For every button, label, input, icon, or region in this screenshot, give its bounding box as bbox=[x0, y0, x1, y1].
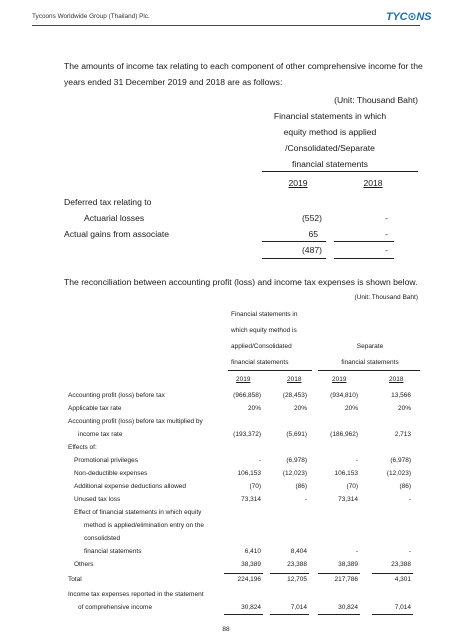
recon-cell: 6,410 bbox=[244, 548, 261, 555]
recon-year: 2019 bbox=[332, 376, 347, 383]
page-number: 88 bbox=[222, 626, 230, 633]
recon-group1-header-line1: Financial statements in bbox=[231, 311, 298, 318]
recon-final-rule bbox=[270, 614, 309, 615]
recon-row-label: Unused tax loss bbox=[74, 496, 121, 503]
recon-row-label: Effects of: bbox=[68, 444, 97, 451]
recon-cell: - bbox=[408, 548, 411, 555]
recon-cell: - bbox=[355, 457, 358, 464]
oci-subtotal-rule bbox=[262, 241, 326, 242]
recon-row-label: income tax rate bbox=[78, 431, 123, 438]
recon-cell: 106,153 bbox=[237, 470, 261, 477]
recon-row-label: Non-deductible expenses bbox=[74, 470, 148, 477]
recon-row-label: consolidsted bbox=[84, 535, 121, 542]
oci-subtotal-rule bbox=[334, 241, 394, 242]
recon-cell: 20% bbox=[293, 405, 307, 412]
recon-cell: (86) bbox=[399, 483, 411, 490]
oci-cell: - bbox=[385, 229, 388, 239]
oci-total-cell: (487) bbox=[301, 245, 322, 255]
recon-cell: 23,388 bbox=[287, 561, 307, 568]
recon-intro: The reconciliation between accounting profit (loss) and income tax expenses is shown below. bbox=[64, 277, 418, 287]
recon-cell: 217,786 bbox=[334, 576, 358, 583]
oci-col-header-line1: Financial statements in which bbox=[273, 111, 387, 121]
recon-group2-rule bbox=[318, 370, 420, 371]
recon-cell: (70) bbox=[249, 483, 261, 490]
recon-final-rule bbox=[318, 614, 360, 615]
oci-intro-line2: years ended 31 December 2019 and 2018 are as follows: bbox=[64, 77, 283, 87]
recon-cell: 8,404 bbox=[290, 548, 307, 555]
recon-cell: (193,372) bbox=[233, 431, 261, 438]
recon-cell: 38,389 bbox=[338, 561, 358, 568]
recon-row-label: Accounting profit (loss) before tax multiplied by bbox=[68, 418, 203, 425]
recon-group1-header-line2: which equity method is bbox=[231, 327, 297, 334]
recon-cell: (5,691) bbox=[286, 431, 307, 438]
company-name: Tycoons Worldwide Group (Thailand) Plc. bbox=[32, 13, 150, 20]
recon-group2-header-line1: Separate bbox=[356, 343, 384, 350]
recon-cell: (12,023) bbox=[386, 470, 411, 477]
recon-row-label: Total bbox=[68, 576, 82, 583]
recon-cell: 224,196 bbox=[237, 576, 261, 583]
recon-year: 2018 bbox=[389, 376, 404, 383]
company-logo: TYC⊙NS bbox=[386, 11, 432, 23]
recon-cell: 20% bbox=[397, 405, 411, 412]
recon-row-label: Accounting profit (loss) before tax bbox=[68, 392, 165, 399]
recon-cell: 38,389 bbox=[241, 561, 261, 568]
recon-cell: 73,314 bbox=[338, 496, 358, 503]
recon-group1-header-line4: financial statements bbox=[231, 359, 289, 366]
recon-cell: 23,388 bbox=[391, 561, 411, 568]
header-divider bbox=[32, 25, 420, 26]
recon-cell: - bbox=[258, 457, 261, 464]
oci-header-rule bbox=[262, 171, 418, 172]
recon-row-label: Effect of financial statements in which equity bbox=[74, 509, 202, 516]
oci-col-header-line2: equity method is applied bbox=[283, 127, 377, 137]
oci-row-label: Actuarial losses bbox=[84, 213, 145, 223]
recon-cell: - bbox=[355, 548, 358, 555]
recon-cell: 30,824 bbox=[241, 604, 261, 611]
recon-cell: 73,314 bbox=[241, 496, 261, 503]
recon-cell: (28,453) bbox=[282, 392, 307, 399]
recon-cell: - bbox=[408, 496, 411, 503]
recon-row-label: Others bbox=[74, 561, 94, 568]
recon-cell: 2,713 bbox=[394, 431, 411, 438]
oci-cell: 65 bbox=[308, 229, 318, 239]
recon-cell: 106,153 bbox=[334, 470, 358, 477]
recon-cell: (186,962) bbox=[330, 431, 358, 438]
oci-total-rule bbox=[334, 258, 394, 259]
oci-cell: - bbox=[385, 213, 388, 223]
oci-cell: (552) bbox=[301, 213, 322, 223]
recon-group1-header-line3: applied/Consolidated bbox=[231, 343, 292, 350]
recon-total-rule bbox=[224, 573, 263, 574]
recon-row-label: method is applied/elimination entry on the bbox=[84, 522, 204, 529]
oci-year-2019: 2019 bbox=[288, 178, 308, 188]
recon-cell: (966,858) bbox=[233, 392, 261, 399]
recon-row-label: financial statements bbox=[84, 548, 142, 555]
recon-row-label: Applicable tax rate bbox=[68, 405, 122, 412]
recon-cell: 7,014 bbox=[290, 604, 307, 611]
recon-group1-rule bbox=[228, 370, 312, 371]
recon-unit-label: (Unit: Thousand Baht) bbox=[354, 294, 418, 301]
recon-cell: 4,301 bbox=[394, 576, 411, 583]
recon-cell: (6,978) bbox=[390, 457, 411, 464]
oci-intro-line1: The amounts of income tax relating to each component of other comprehensive income for the bbox=[64, 61, 423, 71]
recon-row-label: Additional expense deductions allowed bbox=[74, 483, 187, 490]
oci-unit-label: (Unit: Thousand Baht) bbox=[334, 95, 418, 105]
recon-final-rule bbox=[372, 614, 413, 615]
recon-total-rule bbox=[372, 573, 413, 574]
recon-row-label: of comprehensive income bbox=[78, 604, 153, 611]
recon-cell: 30,824 bbox=[338, 604, 358, 611]
recon-cell: (6,978) bbox=[286, 457, 307, 464]
recon-row-label: Promotional privileges bbox=[74, 457, 138, 464]
recon-total-rule bbox=[270, 573, 309, 574]
oci-total-cell: - bbox=[385, 245, 388, 255]
recon-cell: - bbox=[304, 496, 307, 503]
oci-year-2018: 2018 bbox=[363, 178, 383, 188]
recon-cell: 7,014 bbox=[394, 604, 411, 611]
recon-row-label: Income tax expenses reported in the statement bbox=[68, 591, 204, 598]
recon-year: 2019 bbox=[236, 376, 251, 383]
recon-year: 2018 bbox=[287, 376, 302, 383]
recon-cell: 20% bbox=[344, 405, 358, 412]
recon-group2-header-line2: financial statements bbox=[341, 359, 399, 366]
recon-cell: 13,566 bbox=[391, 392, 411, 399]
recon-cell: (86) bbox=[295, 483, 307, 490]
recon-final-rule bbox=[224, 614, 263, 615]
oci-total-rule bbox=[262, 258, 326, 259]
recon-cell: 12,705 bbox=[287, 576, 307, 583]
oci-col-header-line3: /Consolidated/Separate bbox=[285, 143, 375, 153]
recon-cell: (934,810) bbox=[330, 392, 358, 399]
recon-cell: 20% bbox=[247, 405, 261, 412]
recon-total-rule bbox=[318, 573, 360, 574]
recon-cell: (12,023) bbox=[282, 470, 307, 477]
oci-row-label: Actual gains from associate bbox=[64, 229, 170, 239]
recon-cell: (70) bbox=[346, 483, 358, 490]
oci-row-label: Deferred tax relating to bbox=[64, 197, 152, 207]
oci-col-header-line4: financial statements bbox=[292, 159, 368, 169]
